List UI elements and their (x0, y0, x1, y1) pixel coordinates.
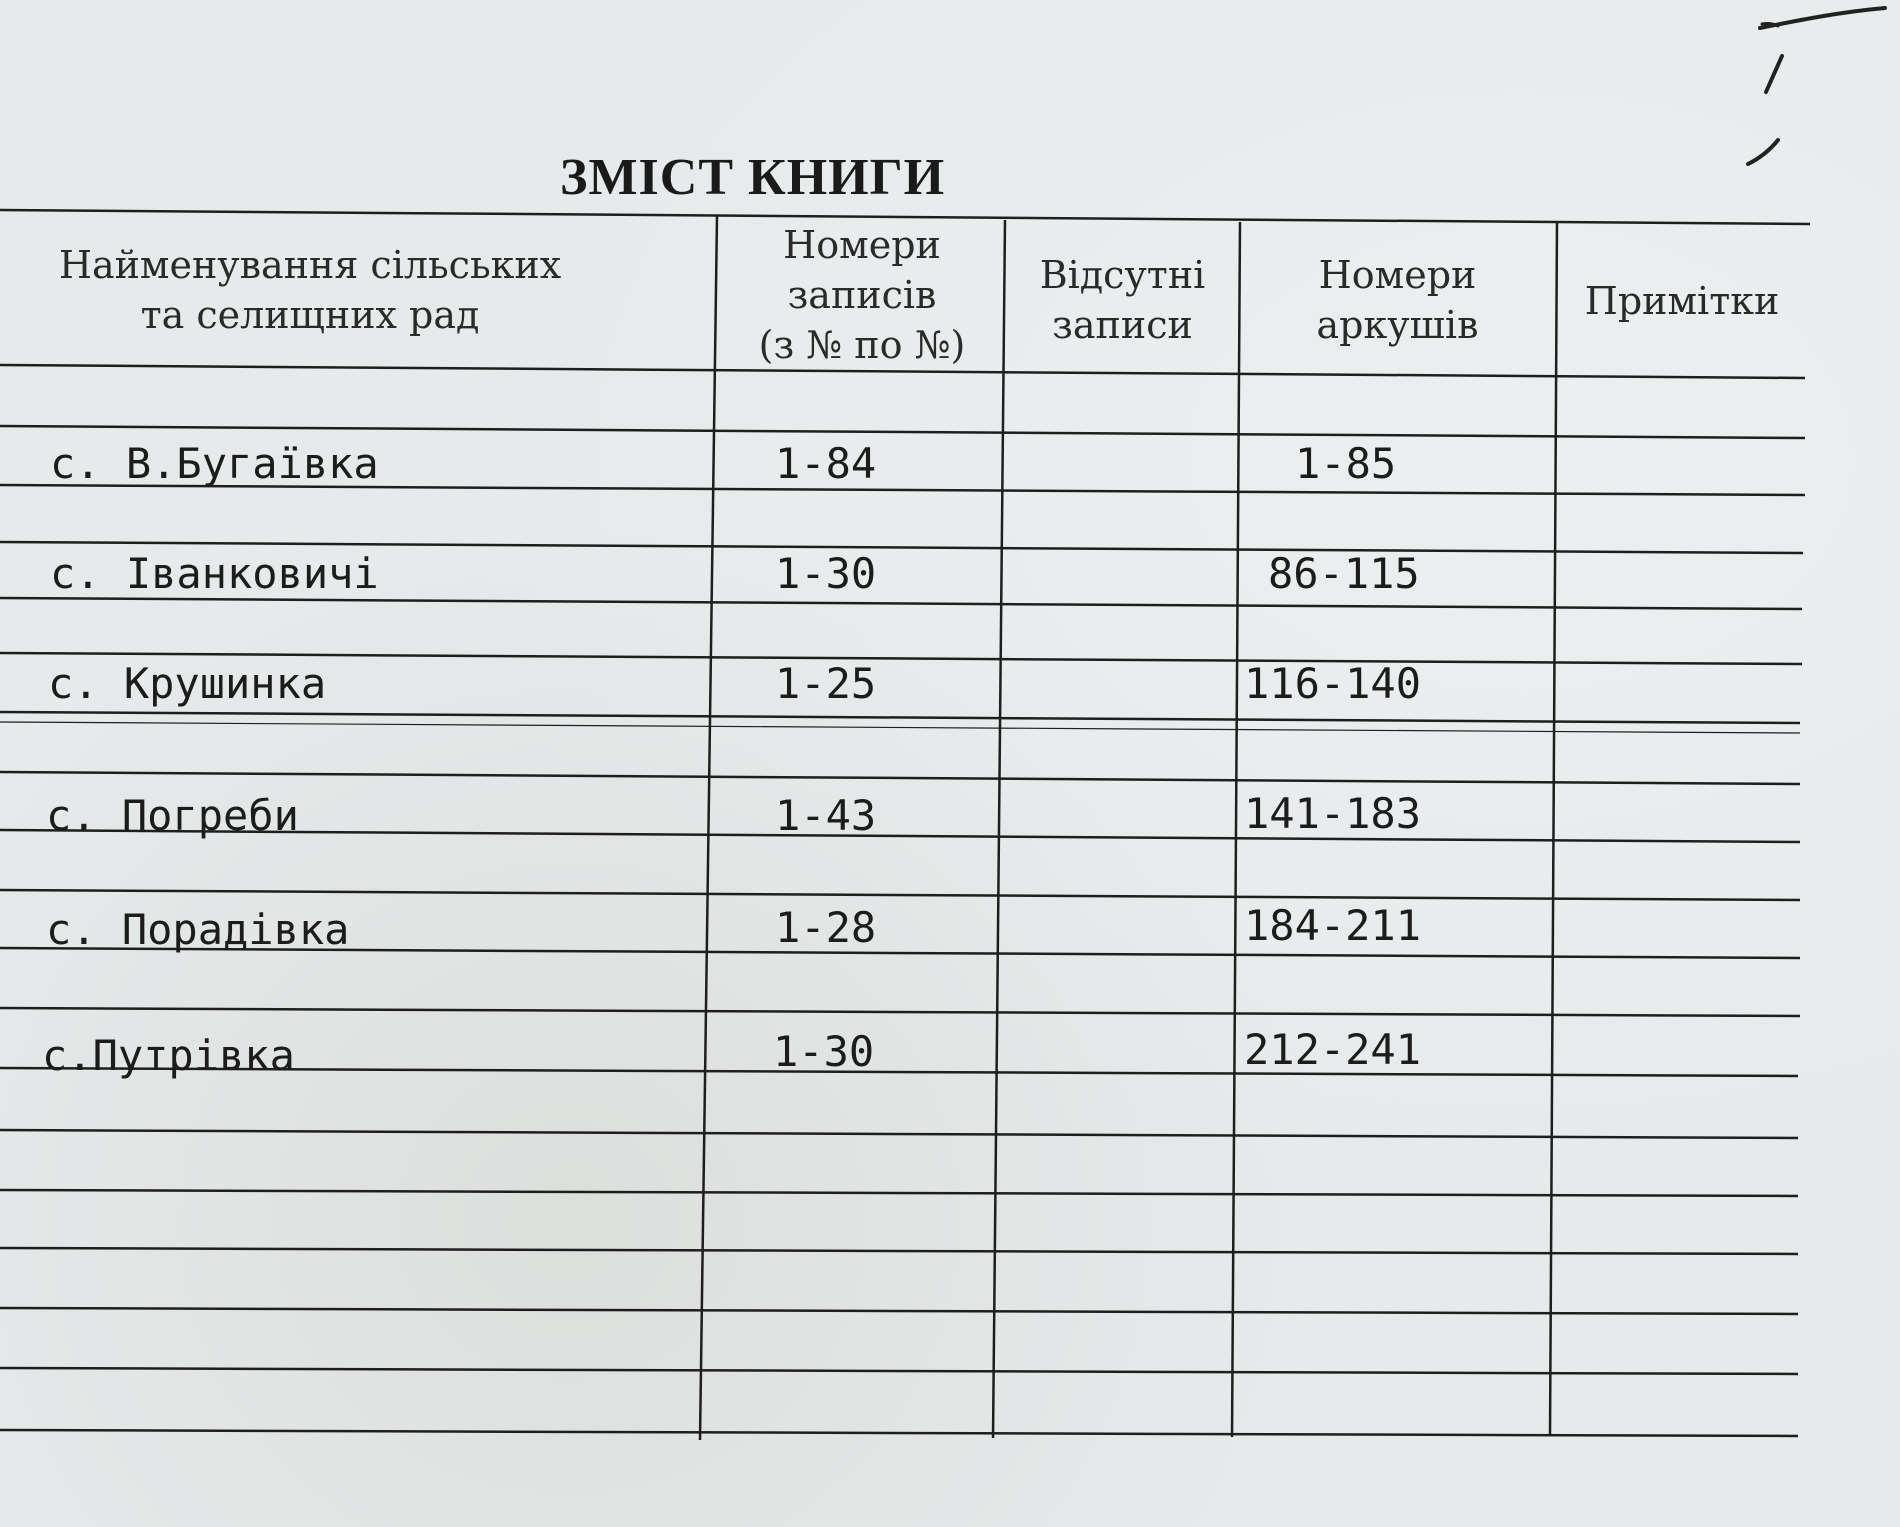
record-range: 1-28 (775, 903, 877, 952)
document-title: ЗМІСТ КНИГИ (560, 149, 946, 206)
record-range: 1-43 (775, 791, 877, 840)
settlement-name: с. Погреби (46, 791, 299, 840)
settlement-name: с. Порадівка (46, 905, 350, 954)
sheet-range: 212-241 (1244, 1025, 1422, 1074)
header-record-numbers (722, 220, 1002, 370)
header-settlement-name (30, 240, 590, 340)
header-missing-records (1005, 250, 1240, 350)
header-record-numbers-line2: записів (787, 273, 937, 317)
record-range: 1-30 (773, 1027, 875, 1076)
sheet-range: 141-183 (1244, 789, 1422, 838)
header-missing-records-line2: записи (1052, 303, 1193, 347)
header-record-numbers-line3: (з № по №) (758, 323, 966, 367)
record-range: 1-84 (775, 439, 877, 488)
header-record-numbers-line1: Номери (783, 223, 941, 267)
sheet-range: 116-140 (1244, 659, 1422, 708)
settlement-name: с. В.Бугаївка (50, 439, 379, 488)
record-range: 1-25 (775, 659, 877, 708)
sheet-range: 184-211 (1244, 901, 1422, 950)
settlement-name: с. Крушинка (48, 659, 327, 708)
header-sheet-numbers-line1: Номери (1318, 253, 1477, 297)
header-sheet-numbers-line2: аркушів (1316, 303, 1479, 347)
header-sheet-numbers (1240, 250, 1555, 350)
settlement-name: с.Путрівка (42, 1031, 295, 1080)
record-range: 1-30 (775, 549, 877, 598)
header-notes-line1: Примітки (1584, 279, 1780, 323)
header-settlement-name-line2: та селищних рад (140, 293, 480, 337)
sheet-range: 1-85 (1295, 439, 1397, 488)
sheet-range: 86-115 (1268, 549, 1420, 598)
header-settlement-name-line1: Найменування сільських (58, 243, 562, 287)
settlement-name: с. Іванковичі (50, 549, 379, 598)
header-missing-records-line1: Відсутні (1039, 253, 1206, 297)
header-notes (1557, 276, 1807, 326)
